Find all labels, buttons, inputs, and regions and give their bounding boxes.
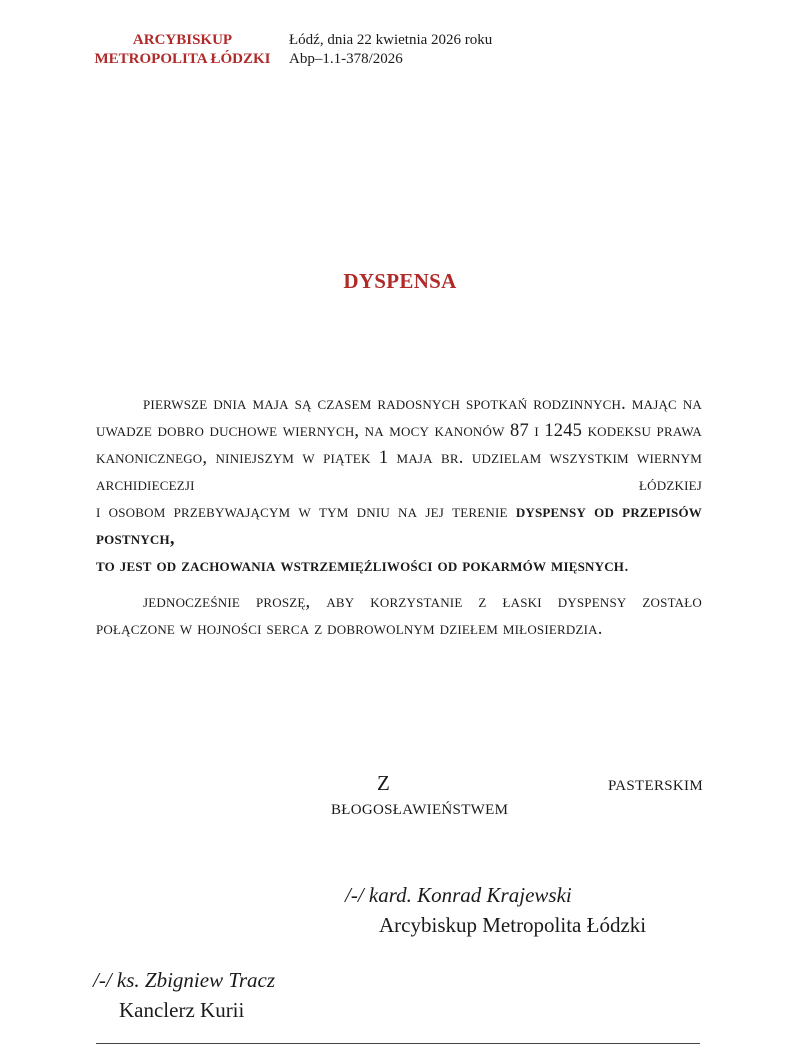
bottom-divider xyxy=(96,1043,700,1044)
issuer-block xyxy=(80,31,285,69)
place-date: Łódź, dnia 22 kwietnia 2026 roku xyxy=(289,32,493,48)
document-title: DYSPENSA xyxy=(343,269,457,293)
chancellor-role: Kanclerz Kurii xyxy=(119,998,245,1022)
greeting-z: Z xyxy=(377,771,390,795)
archbishop-role: Arcybiskup Metropolita Łódzki xyxy=(379,913,647,937)
paragraph-1-end: . xyxy=(624,556,629,576)
issuer-subtitle: METROPOLITA ŁÓDZKI xyxy=(94,51,271,67)
paragraph-1-part-2 xyxy=(96,499,702,553)
chancellor-name: /-/ ks. Zbigniew Tracz xyxy=(93,968,276,992)
paragraph-2: jednocześnie proszę, aby korzystanie z łaski dyspensy zostało połączone w hojności serca z dobrowolnym dziełem miłosierdzia. xyxy=(96,592,702,639)
archbishop-name: /-/ kard. Konrad Krajewski xyxy=(345,883,572,907)
paragraph-1-part-3 xyxy=(96,553,702,580)
letterhead xyxy=(80,31,492,69)
paragraph-1-plain: i osobom przebywającym w tym dniu na jej terenie xyxy=(96,502,516,522)
abstinence-emphasis: to jest od zachowania wstrzemięźliwości od pokarmów mięsnych xyxy=(96,556,625,576)
greeting-word-blogoslawienstwem: BŁOGOSŁAWIEŃSTWEM xyxy=(331,802,509,818)
greeting-word-pasterskim: PASTERSKIM xyxy=(608,778,703,794)
archbishop-signature xyxy=(345,880,646,940)
document-body xyxy=(96,391,702,643)
closing-greeting xyxy=(331,771,703,819)
paragraph-1-part-1: pierwsze dnia maja są czasem radosnych spotkań rodzinnych. mając na uwadze dobro duchowe wiernych, na mocy kanonów 87 i 1245 kodeksu prawa kanonicznego, niniejszym w piątek 1 maja br. udzielam wszystkim wiernym archidiecezji łódzkiej xyxy=(96,394,702,495)
reference-number: Abp–1.1-378/2026 xyxy=(289,51,403,67)
date-reference-block xyxy=(285,31,492,69)
chancellor-signature xyxy=(93,965,275,1025)
issuer-title: ARCYBISKUP xyxy=(132,32,233,48)
greeting-row xyxy=(331,771,703,796)
dispensation-emphasis: dyspensy od przepisów postnych, xyxy=(96,502,702,549)
